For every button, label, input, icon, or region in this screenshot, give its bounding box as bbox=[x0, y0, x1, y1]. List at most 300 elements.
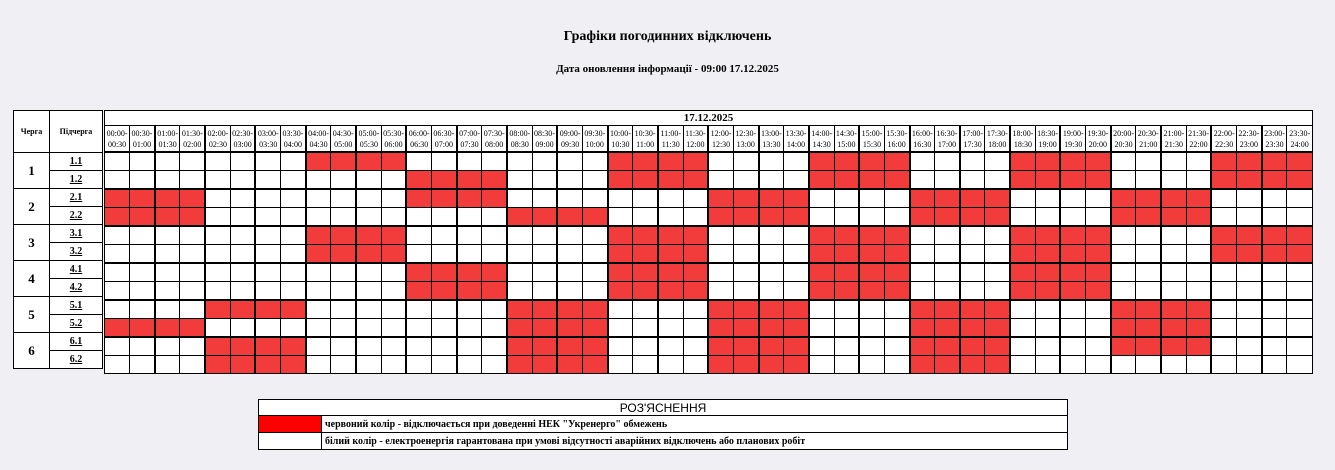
schedule-row bbox=[105, 189, 1313, 208]
power-cell bbox=[1010, 356, 1035, 374]
queue-number: 2 bbox=[14, 189, 50, 225]
legend-red-swatch bbox=[259, 416, 322, 433]
outage-cell bbox=[105, 319, 130, 338]
power-cell bbox=[306, 189, 331, 208]
power-cell bbox=[281, 263, 306, 282]
outage-cell bbox=[1086, 263, 1111, 282]
power-cell bbox=[1237, 319, 1262, 338]
outage-cell bbox=[658, 263, 683, 282]
outage-cell bbox=[960, 189, 985, 208]
power-cell bbox=[130, 300, 155, 319]
outage-cell bbox=[1010, 282, 1035, 301]
power-cell bbox=[457, 337, 482, 356]
power-cell bbox=[356, 171, 381, 190]
outage-cell bbox=[708, 356, 733, 374]
power-cell bbox=[834, 356, 859, 374]
outage-cell bbox=[1211, 245, 1236, 264]
power-cell bbox=[859, 208, 884, 227]
power-cell bbox=[331, 189, 356, 208]
power-cell bbox=[1035, 300, 1060, 319]
power-cell bbox=[255, 208, 280, 227]
power-cell bbox=[281, 282, 306, 301]
power-cell bbox=[834, 189, 859, 208]
power-cell bbox=[910, 152, 935, 171]
time-slot-end: 08:30 bbox=[510, 139, 529, 149]
outage-cell bbox=[205, 337, 230, 356]
outage-cell bbox=[960, 208, 985, 227]
power-cell bbox=[356, 356, 381, 374]
outage-cell bbox=[759, 337, 784, 356]
outage-cell bbox=[683, 152, 708, 171]
power-cell bbox=[759, 226, 784, 245]
outage-cell bbox=[960, 319, 985, 338]
power-cell bbox=[482, 245, 507, 264]
power-cell bbox=[1211, 356, 1236, 374]
power-cell bbox=[205, 319, 230, 338]
power-cell bbox=[255, 189, 280, 208]
time-slot-end: 21:00 bbox=[1139, 139, 1158, 149]
outage-cell bbox=[281, 300, 306, 319]
power-cell bbox=[935, 282, 960, 301]
time-slot-end: 01:30 bbox=[158, 139, 177, 149]
outage-cell bbox=[985, 208, 1010, 227]
outage-cell bbox=[784, 208, 809, 227]
time-slot-start: 08:00- bbox=[509, 128, 531, 138]
outage-cell bbox=[557, 337, 582, 356]
outage-cell bbox=[1060, 152, 1085, 171]
power-cell bbox=[683, 189, 708, 208]
outage-cell bbox=[406, 189, 431, 208]
outage-cell bbox=[733, 189, 758, 208]
power-cell bbox=[784, 171, 809, 190]
power-cell bbox=[1060, 319, 1085, 338]
power-cell bbox=[608, 300, 633, 319]
power-cell bbox=[432, 300, 457, 319]
time-slot-header bbox=[1060, 126, 1085, 153]
outage-cell bbox=[809, 282, 834, 301]
power-cell bbox=[1086, 356, 1111, 374]
power-cell bbox=[910, 282, 935, 301]
outage-cell bbox=[633, 152, 658, 171]
power-cell bbox=[155, 226, 180, 245]
time-slot-header bbox=[130, 126, 155, 153]
power-cell bbox=[432, 319, 457, 338]
power-cell bbox=[331, 300, 356, 319]
legend bbox=[258, 399, 1068, 450]
outage-cell bbox=[557, 300, 582, 319]
time-slot-header bbox=[935, 126, 960, 153]
power-cell bbox=[255, 282, 280, 301]
outage-cell bbox=[1060, 226, 1085, 245]
outage-cell bbox=[381, 226, 406, 245]
power-cell bbox=[759, 263, 784, 282]
outage-cell bbox=[180, 208, 205, 227]
power-cell bbox=[331, 282, 356, 301]
power-cell bbox=[130, 263, 155, 282]
time-slot-end: 23:30 bbox=[1265, 139, 1284, 149]
power-cell bbox=[1186, 282, 1211, 301]
time-slot-header bbox=[985, 126, 1010, 153]
time-slot-start: 05:30- bbox=[383, 128, 404, 138]
queue-header: Черга bbox=[14, 111, 50, 153]
power-cell bbox=[306, 337, 331, 356]
time-slot-header bbox=[331, 126, 356, 153]
power-cell bbox=[1111, 245, 1136, 264]
power-cell bbox=[708, 282, 733, 301]
power-cell bbox=[935, 245, 960, 264]
power-cell bbox=[482, 226, 507, 245]
power-cell bbox=[1161, 245, 1186, 264]
power-cell bbox=[1211, 337, 1236, 356]
time-slot-end: 01:00 bbox=[132, 139, 152, 149]
outage-cell bbox=[1060, 245, 1085, 264]
power-cell bbox=[406, 152, 431, 171]
power-cell bbox=[1086, 300, 1111, 319]
outage-cell bbox=[507, 319, 532, 338]
power-cell bbox=[1287, 319, 1313, 338]
time-slot-start: 23:00- bbox=[1264, 128, 1285, 138]
time-slot-end: 13:00 bbox=[736, 139, 755, 149]
outage-cell bbox=[1111, 337, 1136, 356]
power-cell bbox=[255, 319, 280, 338]
outage-cell bbox=[1086, 226, 1111, 245]
power-cell bbox=[1086, 337, 1111, 356]
power-cell bbox=[482, 300, 507, 319]
outage-cell bbox=[507, 356, 532, 374]
power-cell bbox=[658, 189, 683, 208]
outage-cell bbox=[608, 263, 633, 282]
power-cell bbox=[381, 171, 406, 190]
power-cell bbox=[1060, 189, 1085, 208]
outage-cell bbox=[1035, 245, 1060, 264]
subqueue-label: 6.2 bbox=[50, 351, 103, 369]
outage-cell bbox=[155, 319, 180, 338]
power-cell bbox=[1262, 356, 1287, 374]
outage-cell bbox=[658, 282, 683, 301]
time-slot-start: 09:30- bbox=[584, 128, 606, 138]
power-cell bbox=[1211, 208, 1236, 227]
outage-cell bbox=[1161, 189, 1186, 208]
power-cell bbox=[1111, 226, 1136, 245]
power-cell bbox=[1136, 356, 1161, 374]
outage-cell bbox=[1035, 152, 1060, 171]
outage-cell bbox=[230, 337, 255, 356]
time-slot-header bbox=[910, 126, 935, 153]
time-slot-start: 13:30- bbox=[785, 128, 807, 138]
power-cell bbox=[1136, 282, 1161, 301]
time-slot-header bbox=[457, 126, 482, 153]
power-cell bbox=[457, 356, 482, 374]
power-cell bbox=[1060, 356, 1085, 374]
outage-cell bbox=[935, 356, 960, 374]
schedule-row bbox=[105, 152, 1313, 171]
power-cell bbox=[432, 245, 457, 264]
outage-cell bbox=[482, 282, 507, 301]
power-cell bbox=[1237, 189, 1262, 208]
time-slot-end: 20:00 bbox=[1088, 139, 1108, 149]
outage-cell bbox=[859, 171, 884, 190]
time-slot-end: 12:00 bbox=[686, 139, 705, 149]
power-cell bbox=[230, 319, 255, 338]
power-cell bbox=[230, 208, 255, 227]
time-slot-end: 15:00 bbox=[837, 139, 856, 149]
outage-cell bbox=[281, 356, 306, 374]
power-cell bbox=[381, 263, 406, 282]
outage-cell bbox=[1186, 189, 1211, 208]
power-cell bbox=[784, 245, 809, 264]
outage-cell bbox=[960, 300, 985, 319]
power-cell bbox=[708, 152, 733, 171]
outage-cell bbox=[507, 337, 532, 356]
power-cell bbox=[482, 319, 507, 338]
power-cell bbox=[155, 152, 180, 171]
time-slot-end: 15:30 bbox=[862, 139, 882, 149]
power-cell bbox=[1262, 282, 1287, 301]
outage-cell bbox=[331, 226, 356, 245]
time-slot-header bbox=[1086, 126, 1111, 153]
outage-cell bbox=[457, 189, 482, 208]
outage-cell bbox=[985, 189, 1010, 208]
outage-cell bbox=[582, 208, 607, 227]
power-cell bbox=[633, 356, 658, 374]
time-slot-header bbox=[633, 126, 658, 153]
power-cell bbox=[306, 319, 331, 338]
power-cell bbox=[960, 152, 985, 171]
power-cell bbox=[532, 189, 557, 208]
power-cell bbox=[1262, 189, 1287, 208]
outage-cell bbox=[432, 189, 457, 208]
power-cell bbox=[884, 319, 909, 338]
outage-cell bbox=[1186, 319, 1211, 338]
power-cell bbox=[557, 171, 582, 190]
time-slot-end: 16:00 bbox=[887, 139, 906, 149]
time-slot-header bbox=[230, 126, 255, 153]
power-cell bbox=[432, 356, 457, 374]
power-cell bbox=[281, 152, 306, 171]
subqueue-label: 5.2 bbox=[50, 315, 103, 333]
outage-cell bbox=[1010, 245, 1035, 264]
power-cell bbox=[1060, 300, 1085, 319]
outage-cell bbox=[859, 226, 884, 245]
time-slot-header bbox=[1237, 126, 1262, 153]
outage-cell bbox=[205, 356, 230, 374]
time-slot-header bbox=[532, 126, 557, 153]
power-cell bbox=[784, 226, 809, 245]
power-cell bbox=[985, 263, 1010, 282]
outage-cell bbox=[507, 208, 532, 227]
outage-cell bbox=[733, 356, 758, 374]
power-cell bbox=[406, 208, 431, 227]
power-cell bbox=[1136, 263, 1161, 282]
outage-cell bbox=[356, 152, 381, 171]
power-cell bbox=[155, 300, 180, 319]
time-slot-header bbox=[708, 126, 733, 153]
outage-cell bbox=[406, 282, 431, 301]
outage-cell bbox=[910, 319, 935, 338]
outage-cell bbox=[884, 245, 909, 264]
power-cell bbox=[557, 152, 582, 171]
outage-cell bbox=[935, 189, 960, 208]
power-cell bbox=[130, 171, 155, 190]
power-cell bbox=[406, 226, 431, 245]
outage-cell bbox=[1010, 226, 1035, 245]
time-slot-start: 23:30- bbox=[1289, 128, 1311, 138]
schedule-row bbox=[105, 300, 1313, 319]
time-slot-start: 00:30- bbox=[131, 128, 153, 138]
power-cell bbox=[155, 245, 180, 264]
power-cell bbox=[608, 356, 633, 374]
outage-cell bbox=[1161, 300, 1186, 319]
power-cell bbox=[1111, 356, 1136, 374]
time-slot-end: 17:00 bbox=[937, 139, 957, 149]
outage-cell bbox=[759, 356, 784, 374]
outage-cell bbox=[708, 208, 733, 227]
power-cell bbox=[532, 171, 557, 190]
time-slot-end: 19:30 bbox=[1064, 139, 1083, 149]
power-cell bbox=[356, 300, 381, 319]
power-cell bbox=[1086, 319, 1111, 338]
time-slot-start: 20:00- bbox=[1113, 128, 1135, 138]
power-cell bbox=[130, 152, 155, 171]
outage-cell bbox=[532, 208, 557, 227]
power-cell bbox=[557, 226, 582, 245]
queue-number: 4 bbox=[14, 261, 50, 297]
power-cell bbox=[683, 356, 708, 374]
power-cell bbox=[105, 300, 130, 319]
power-cell bbox=[180, 245, 205, 264]
outage-cell bbox=[155, 189, 180, 208]
outage-cell bbox=[130, 189, 155, 208]
outage-cell bbox=[130, 319, 155, 338]
power-cell bbox=[1086, 208, 1111, 227]
outage-cell bbox=[532, 356, 557, 374]
power-cell bbox=[784, 282, 809, 301]
power-cell bbox=[708, 226, 733, 245]
power-cell bbox=[557, 282, 582, 301]
outage-cell bbox=[608, 226, 633, 245]
power-cell bbox=[180, 337, 205, 356]
outage-cell bbox=[1086, 171, 1111, 190]
power-cell bbox=[1161, 263, 1186, 282]
power-cell bbox=[130, 282, 155, 301]
outage-cell bbox=[255, 337, 280, 356]
power-cell bbox=[658, 300, 683, 319]
time-slot-start: 08:30- bbox=[534, 128, 555, 138]
power-cell bbox=[557, 245, 582, 264]
power-cell bbox=[960, 171, 985, 190]
outage-cell bbox=[381, 245, 406, 264]
time-slot-start: 11:00- bbox=[660, 128, 682, 138]
power-cell bbox=[1186, 245, 1211, 264]
power-cell bbox=[381, 319, 406, 338]
time-slot-end: 09:00 bbox=[535, 139, 554, 149]
outage-cell bbox=[608, 171, 633, 190]
time-slot-end: 19:00 bbox=[1038, 139, 1057, 149]
outage-cell bbox=[1035, 263, 1060, 282]
time-slot-header bbox=[608, 126, 633, 153]
outage-cell bbox=[834, 171, 859, 190]
power-cell bbox=[457, 300, 482, 319]
outage-cell bbox=[910, 300, 935, 319]
power-cell bbox=[1035, 356, 1060, 374]
queue-number: 3 bbox=[14, 225, 50, 261]
power-cell bbox=[733, 152, 758, 171]
time-slot-end: 07:30 bbox=[460, 139, 479, 149]
power-cell bbox=[809, 300, 834, 319]
power-cell bbox=[658, 356, 683, 374]
power-cell bbox=[432, 337, 457, 356]
power-cell bbox=[708, 245, 733, 264]
queue-table bbox=[13, 110, 103, 369]
power-cell bbox=[1211, 282, 1236, 301]
time-slot-start: 07:30- bbox=[483, 128, 505, 138]
power-cell bbox=[884, 356, 909, 374]
time-slot-end: 13:30 bbox=[762, 139, 781, 149]
time-slot-start: 14:00- bbox=[811, 128, 833, 138]
power-cell bbox=[205, 189, 230, 208]
power-cell bbox=[985, 226, 1010, 245]
outage-cell bbox=[683, 282, 708, 301]
power-cell bbox=[658, 319, 683, 338]
outage-cell bbox=[230, 356, 255, 374]
power-cell bbox=[1035, 337, 1060, 356]
subqueue-label: 4.2 bbox=[50, 279, 103, 297]
time-slot-start: 19:00- bbox=[1062, 128, 1084, 138]
outage-cell bbox=[884, 226, 909, 245]
legend-red-text: червоний колір - відключається при доведенні НЕК "Укренерго" обмежень bbox=[322, 416, 1068, 433]
outage-cell bbox=[1237, 245, 1262, 264]
power-cell bbox=[910, 245, 935, 264]
power-cell bbox=[507, 226, 532, 245]
outage-cell bbox=[834, 263, 859, 282]
power-cell bbox=[457, 245, 482, 264]
time-slot-header bbox=[155, 126, 180, 153]
time-slot-end: 04:30 bbox=[309, 139, 328, 149]
power-cell bbox=[281, 171, 306, 190]
power-cell bbox=[1287, 208, 1313, 227]
power-cell bbox=[155, 263, 180, 282]
time-slot-header bbox=[1161, 126, 1186, 153]
power-cell bbox=[1262, 319, 1287, 338]
outage-cell bbox=[457, 282, 482, 301]
outage-cell bbox=[935, 319, 960, 338]
power-cell bbox=[1035, 208, 1060, 227]
power-cell bbox=[532, 245, 557, 264]
time-slot-end: 03:00 bbox=[233, 139, 252, 149]
time-slot-header bbox=[507, 126, 532, 153]
power-cell bbox=[1136, 226, 1161, 245]
subqueue-label: 2.2 bbox=[50, 207, 103, 225]
outage-cell bbox=[784, 356, 809, 374]
outage-cell bbox=[733, 319, 758, 338]
outage-cell bbox=[985, 319, 1010, 338]
power-cell bbox=[683, 319, 708, 338]
power-cell bbox=[180, 171, 205, 190]
time-slot-end: 17:30 bbox=[963, 139, 982, 149]
time-slot-start: 02:00- bbox=[207, 128, 229, 138]
power-cell bbox=[180, 356, 205, 374]
outage-cell bbox=[1237, 226, 1262, 245]
outage-cell bbox=[658, 152, 683, 171]
outage-cell bbox=[582, 300, 607, 319]
power-cell bbox=[1287, 263, 1313, 282]
time-slot-end: 16:30 bbox=[913, 139, 932, 149]
power-cell bbox=[255, 171, 280, 190]
outage-cell bbox=[960, 356, 985, 374]
outage-cell bbox=[608, 282, 633, 301]
time-slot-header bbox=[180, 126, 205, 153]
update-info: Дата оновлення інформації - 09:00 17.12.2025 bbox=[556, 63, 779, 75]
